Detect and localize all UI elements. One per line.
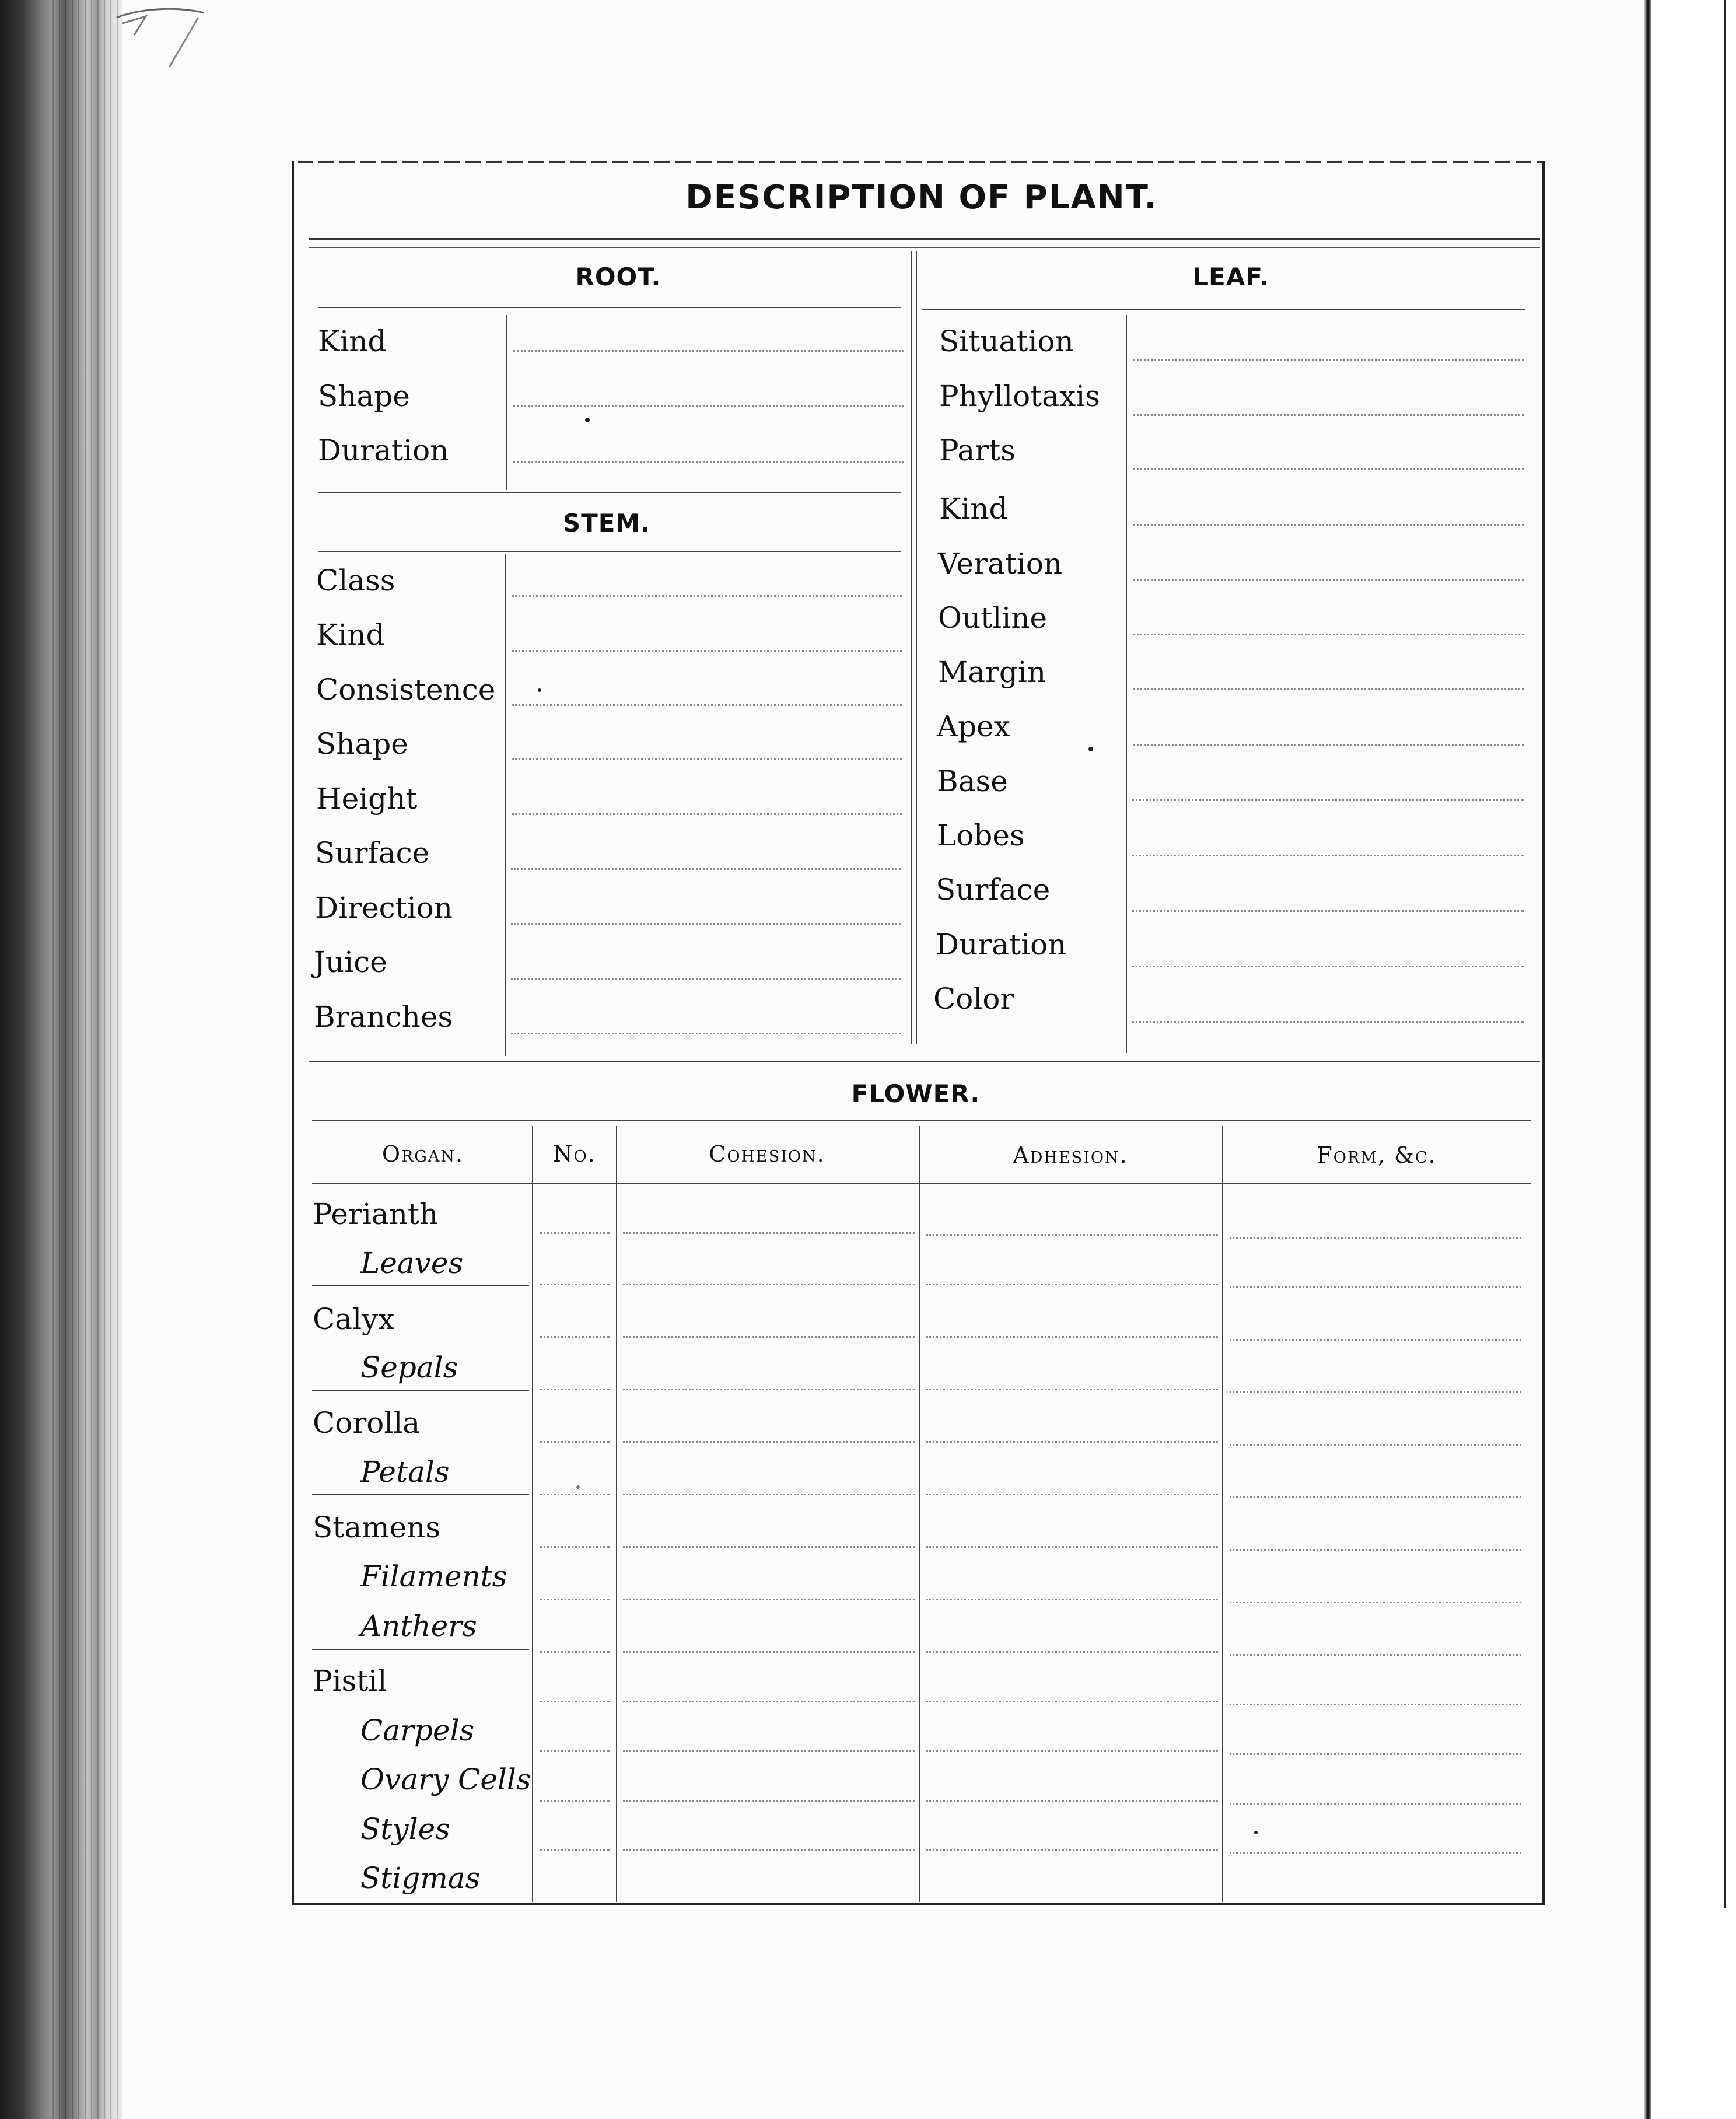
flower-column-divider xyxy=(919,1126,920,1902)
stem-field-label: Class xyxy=(316,564,396,597)
organ-label-corolla: Corolla xyxy=(313,1406,421,1440)
stem-entry-line[interactable] xyxy=(512,650,902,652)
adhesion-entry-line[interactable] xyxy=(926,1336,1218,1338)
flower-heading-rule xyxy=(312,1120,1531,1121)
cohesion-entry-line[interactable] xyxy=(623,1546,915,1548)
stem-entry-line[interactable] xyxy=(511,978,901,980)
adhesion-entry-line[interactable] xyxy=(926,1701,1218,1702)
adhesion-entry-line[interactable] xyxy=(926,1389,1218,1390)
adhesion-entry-line[interactable] xyxy=(926,1750,1218,1752)
cohesion-entry-line[interactable] xyxy=(623,1800,915,1802)
number-entry-line[interactable] xyxy=(540,1494,610,1495)
stem-field-label: Kind xyxy=(316,618,385,652)
root-entry-line[interactable] xyxy=(513,350,904,352)
stem-label-divider xyxy=(505,554,506,1056)
leaf-entry-line[interactable] xyxy=(1133,634,1524,635)
leaf-field-label: Veration xyxy=(938,547,1063,581)
stem-field-label: Direction xyxy=(315,891,453,925)
form-entry-line[interactable] xyxy=(1230,1391,1521,1393)
root-heading: ROOT. xyxy=(575,263,662,291)
leaf-entry-line[interactable] xyxy=(1133,414,1524,416)
number-entry-line[interactable] xyxy=(540,1599,610,1600)
number-entry-line[interactable] xyxy=(540,1849,610,1851)
adhesion-entry-line[interactable] xyxy=(926,1599,1218,1600)
leaf-entry-line[interactable] xyxy=(1132,910,1524,912)
number-entry-line[interactable] xyxy=(540,1232,610,1234)
stem-field-label: Consistence xyxy=(316,673,496,707)
organ-part-label: Stigmas xyxy=(360,1861,481,1895)
flower-column-divider xyxy=(616,1126,617,1902)
organ-group-rule xyxy=(312,1390,529,1391)
adhesion-entry-line[interactable] xyxy=(926,1800,1218,1802)
column-header-organ: Organ. xyxy=(382,1141,464,1167)
form-entry-line[interactable] xyxy=(1230,1704,1521,1705)
ink-speck xyxy=(1254,1831,1258,1834)
stem-entry-line[interactable] xyxy=(511,1033,901,1034)
ink-speck xyxy=(585,418,590,422)
leaf-field-label: Base xyxy=(937,764,1008,798)
number-entry-line[interactable] xyxy=(540,1750,610,1752)
leaf-entry-line[interactable] xyxy=(1132,966,1524,967)
leaf-entry-line[interactable] xyxy=(1133,688,1524,690)
root-bottom-rule xyxy=(318,492,901,493)
adhesion-entry-line[interactable] xyxy=(926,1546,1218,1548)
number-entry-line[interactable] xyxy=(540,1546,610,1548)
root-entry-line[interactable] xyxy=(513,405,904,407)
leaf-field-label: Color xyxy=(933,982,1014,1016)
leaf-entry-line[interactable] xyxy=(1133,744,1524,746)
form-entry-line[interactable] xyxy=(1230,1339,1521,1341)
cohesion-entry-line[interactable] xyxy=(623,1651,915,1653)
leaf-heading: LEAF. xyxy=(1192,263,1269,291)
leaf-field-label: Phyllotaxis xyxy=(939,379,1100,413)
leaf-heading-rule xyxy=(922,309,1525,310)
stem-entry-line[interactable] xyxy=(512,595,902,597)
leaf-field-label: Lobes xyxy=(937,819,1025,852)
leaf-field-label: Surface xyxy=(936,873,1051,907)
leaf-label-divider xyxy=(1126,315,1127,1053)
adhesion-entry-line[interactable] xyxy=(926,1494,1218,1495)
leaf-field-label: Outline xyxy=(938,601,1048,635)
stem-field-label: Branches xyxy=(314,1000,453,1034)
form-entry-line[interactable] xyxy=(1230,1654,1521,1656)
leaf-entry-line[interactable] xyxy=(1132,1021,1524,1023)
column-header-rule xyxy=(312,1183,1531,1184)
form-entry-line[interactable] xyxy=(1230,1549,1521,1551)
stem-entry-line[interactable] xyxy=(511,868,901,870)
organ-label-calyx: Calyx xyxy=(313,1302,395,1336)
cohesion-entry-line[interactable] xyxy=(623,1232,915,1234)
organ-part-label: Filaments xyxy=(360,1559,508,1593)
root-entry-line[interactable] xyxy=(513,461,904,463)
form-title: DESCRIPTION OF PLANT. xyxy=(685,179,1158,216)
right-page-rule xyxy=(1724,0,1726,1908)
leaf-field-label: Apex xyxy=(937,709,1010,743)
cohesion-entry-line[interactable] xyxy=(623,1849,915,1851)
leaf-entry-line[interactable] xyxy=(1133,359,1524,361)
page-edges xyxy=(52,0,123,2119)
form-frame-top xyxy=(298,161,1543,163)
number-entry-line[interactable] xyxy=(540,1389,610,1390)
leaf-entry-line[interactable] xyxy=(1132,855,1524,856)
title-rule xyxy=(309,238,1540,248)
stem-entry-line[interactable] xyxy=(512,704,902,706)
number-entry-line[interactable] xyxy=(540,1441,610,1443)
organ-part-label: Leaves xyxy=(360,1246,464,1280)
number-entry-line[interactable] xyxy=(540,1701,610,1702)
ink-speck xyxy=(1088,747,1093,751)
stem-entry-line[interactable] xyxy=(511,923,901,925)
flower-column-divider xyxy=(1222,1126,1223,1902)
cohesion-entry-line[interactable] xyxy=(623,1701,915,1702)
column-header-cohesion: Cohesion. xyxy=(709,1141,825,1167)
organ-part-label: Sepals xyxy=(360,1351,459,1384)
column-header-form: Form, &c. xyxy=(1317,1142,1437,1168)
leaf-entry-line[interactable] xyxy=(1133,579,1524,581)
form-entry-line[interactable] xyxy=(1230,1803,1521,1805)
root-field-label: Duration xyxy=(318,433,449,467)
adhesion-entry-line[interactable] xyxy=(926,1441,1218,1443)
cohesion-entry-line[interactable] xyxy=(623,1494,915,1495)
adhesion-entry-line[interactable] xyxy=(926,1284,1218,1285)
leaf-field-label: Situation xyxy=(939,324,1074,358)
leaf-field-label: Duration xyxy=(936,928,1067,961)
stem-entry-line[interactable] xyxy=(512,813,902,815)
form-entry-line[interactable] xyxy=(1230,1286,1521,1288)
flower-top-rule xyxy=(309,1061,1540,1062)
cohesion-entry-line[interactable] xyxy=(623,1441,915,1443)
cohesion-entry-line[interactable] xyxy=(623,1599,915,1600)
leaf-field-label: Parts xyxy=(939,433,1016,467)
adhesion-entry-line[interactable] xyxy=(926,1849,1218,1851)
flower-column-divider xyxy=(532,1126,533,1902)
form-entry-line[interactable] xyxy=(1230,1602,1521,1603)
cohesion-entry-line[interactable] xyxy=(623,1284,915,1285)
organ-label-pistil: Pistil xyxy=(313,1664,387,1698)
organ-part-label: Carpels xyxy=(360,1714,475,1747)
stem-heading: STEM. xyxy=(562,509,651,537)
organ-part-label: Petals xyxy=(360,1455,450,1489)
cohesion-entry-line[interactable] xyxy=(623,1750,915,1752)
section-divider xyxy=(911,251,912,1044)
leaf-field-label: Kind xyxy=(939,492,1008,526)
section-divider-inner xyxy=(916,251,917,1044)
stem-entry-line[interactable] xyxy=(512,758,902,760)
stem-field-label: Surface xyxy=(315,836,430,870)
organ-group-rule xyxy=(312,1494,529,1495)
form-frame xyxy=(292,161,1545,1905)
column-header-adhesion: Adhesion. xyxy=(1013,1142,1128,1168)
form-entry-line[interactable] xyxy=(1230,1753,1521,1755)
root-label-divider xyxy=(506,315,508,490)
cohesion-entry-line[interactable] xyxy=(623,1336,915,1338)
organ-group-rule xyxy=(312,1649,529,1650)
leaf-field-label: Margin xyxy=(938,655,1046,689)
organ-group-rule xyxy=(312,1285,529,1286)
ink-speck xyxy=(538,688,541,692)
leaf-entry-line[interactable] xyxy=(1133,524,1524,526)
leaf-entry-line[interactable] xyxy=(1132,799,1524,801)
organ-part-label: Anthers xyxy=(360,1609,477,1643)
stem-field-label: Height xyxy=(316,782,418,816)
form-entry-line[interactable] xyxy=(1230,1444,1521,1446)
adhesion-entry-line[interactable] xyxy=(926,1234,1218,1236)
organ-part-label: Styles xyxy=(360,1812,450,1846)
stem-field-label: Juice xyxy=(314,945,387,979)
organ-label-stamens: Stamens xyxy=(313,1510,441,1544)
root-field-label: Kind xyxy=(318,324,387,358)
number-entry-line[interactable] xyxy=(540,1284,610,1285)
adhesion-entry-line[interactable] xyxy=(926,1651,1218,1653)
number-entry-line[interactable] xyxy=(540,1651,610,1653)
number-entry-line[interactable] xyxy=(540,1336,610,1338)
cohesion-entry-line[interactable] xyxy=(623,1389,915,1390)
stem-field-label: Shape xyxy=(316,727,408,761)
number-entry-line[interactable] xyxy=(540,1800,610,1802)
column-header-number: No. xyxy=(553,1141,596,1167)
form-entry-line[interactable] xyxy=(1230,1496,1521,1498)
organ-label-perianth: Perianth xyxy=(313,1197,439,1231)
form-entry-line[interactable] xyxy=(1230,1852,1521,1854)
root-field-label: Shape xyxy=(318,379,410,413)
ink-speck xyxy=(576,1485,580,1489)
corner-pencil-mark xyxy=(111,6,210,70)
flower-heading: FLOWER. xyxy=(851,1079,981,1108)
form-entry-line[interactable] xyxy=(1230,1237,1521,1239)
stem-heading-rule xyxy=(318,551,901,552)
root-heading-rule xyxy=(318,307,901,308)
leaf-entry-line[interactable] xyxy=(1133,468,1524,470)
organ-part-label: Ovary Cells xyxy=(360,1763,531,1796)
